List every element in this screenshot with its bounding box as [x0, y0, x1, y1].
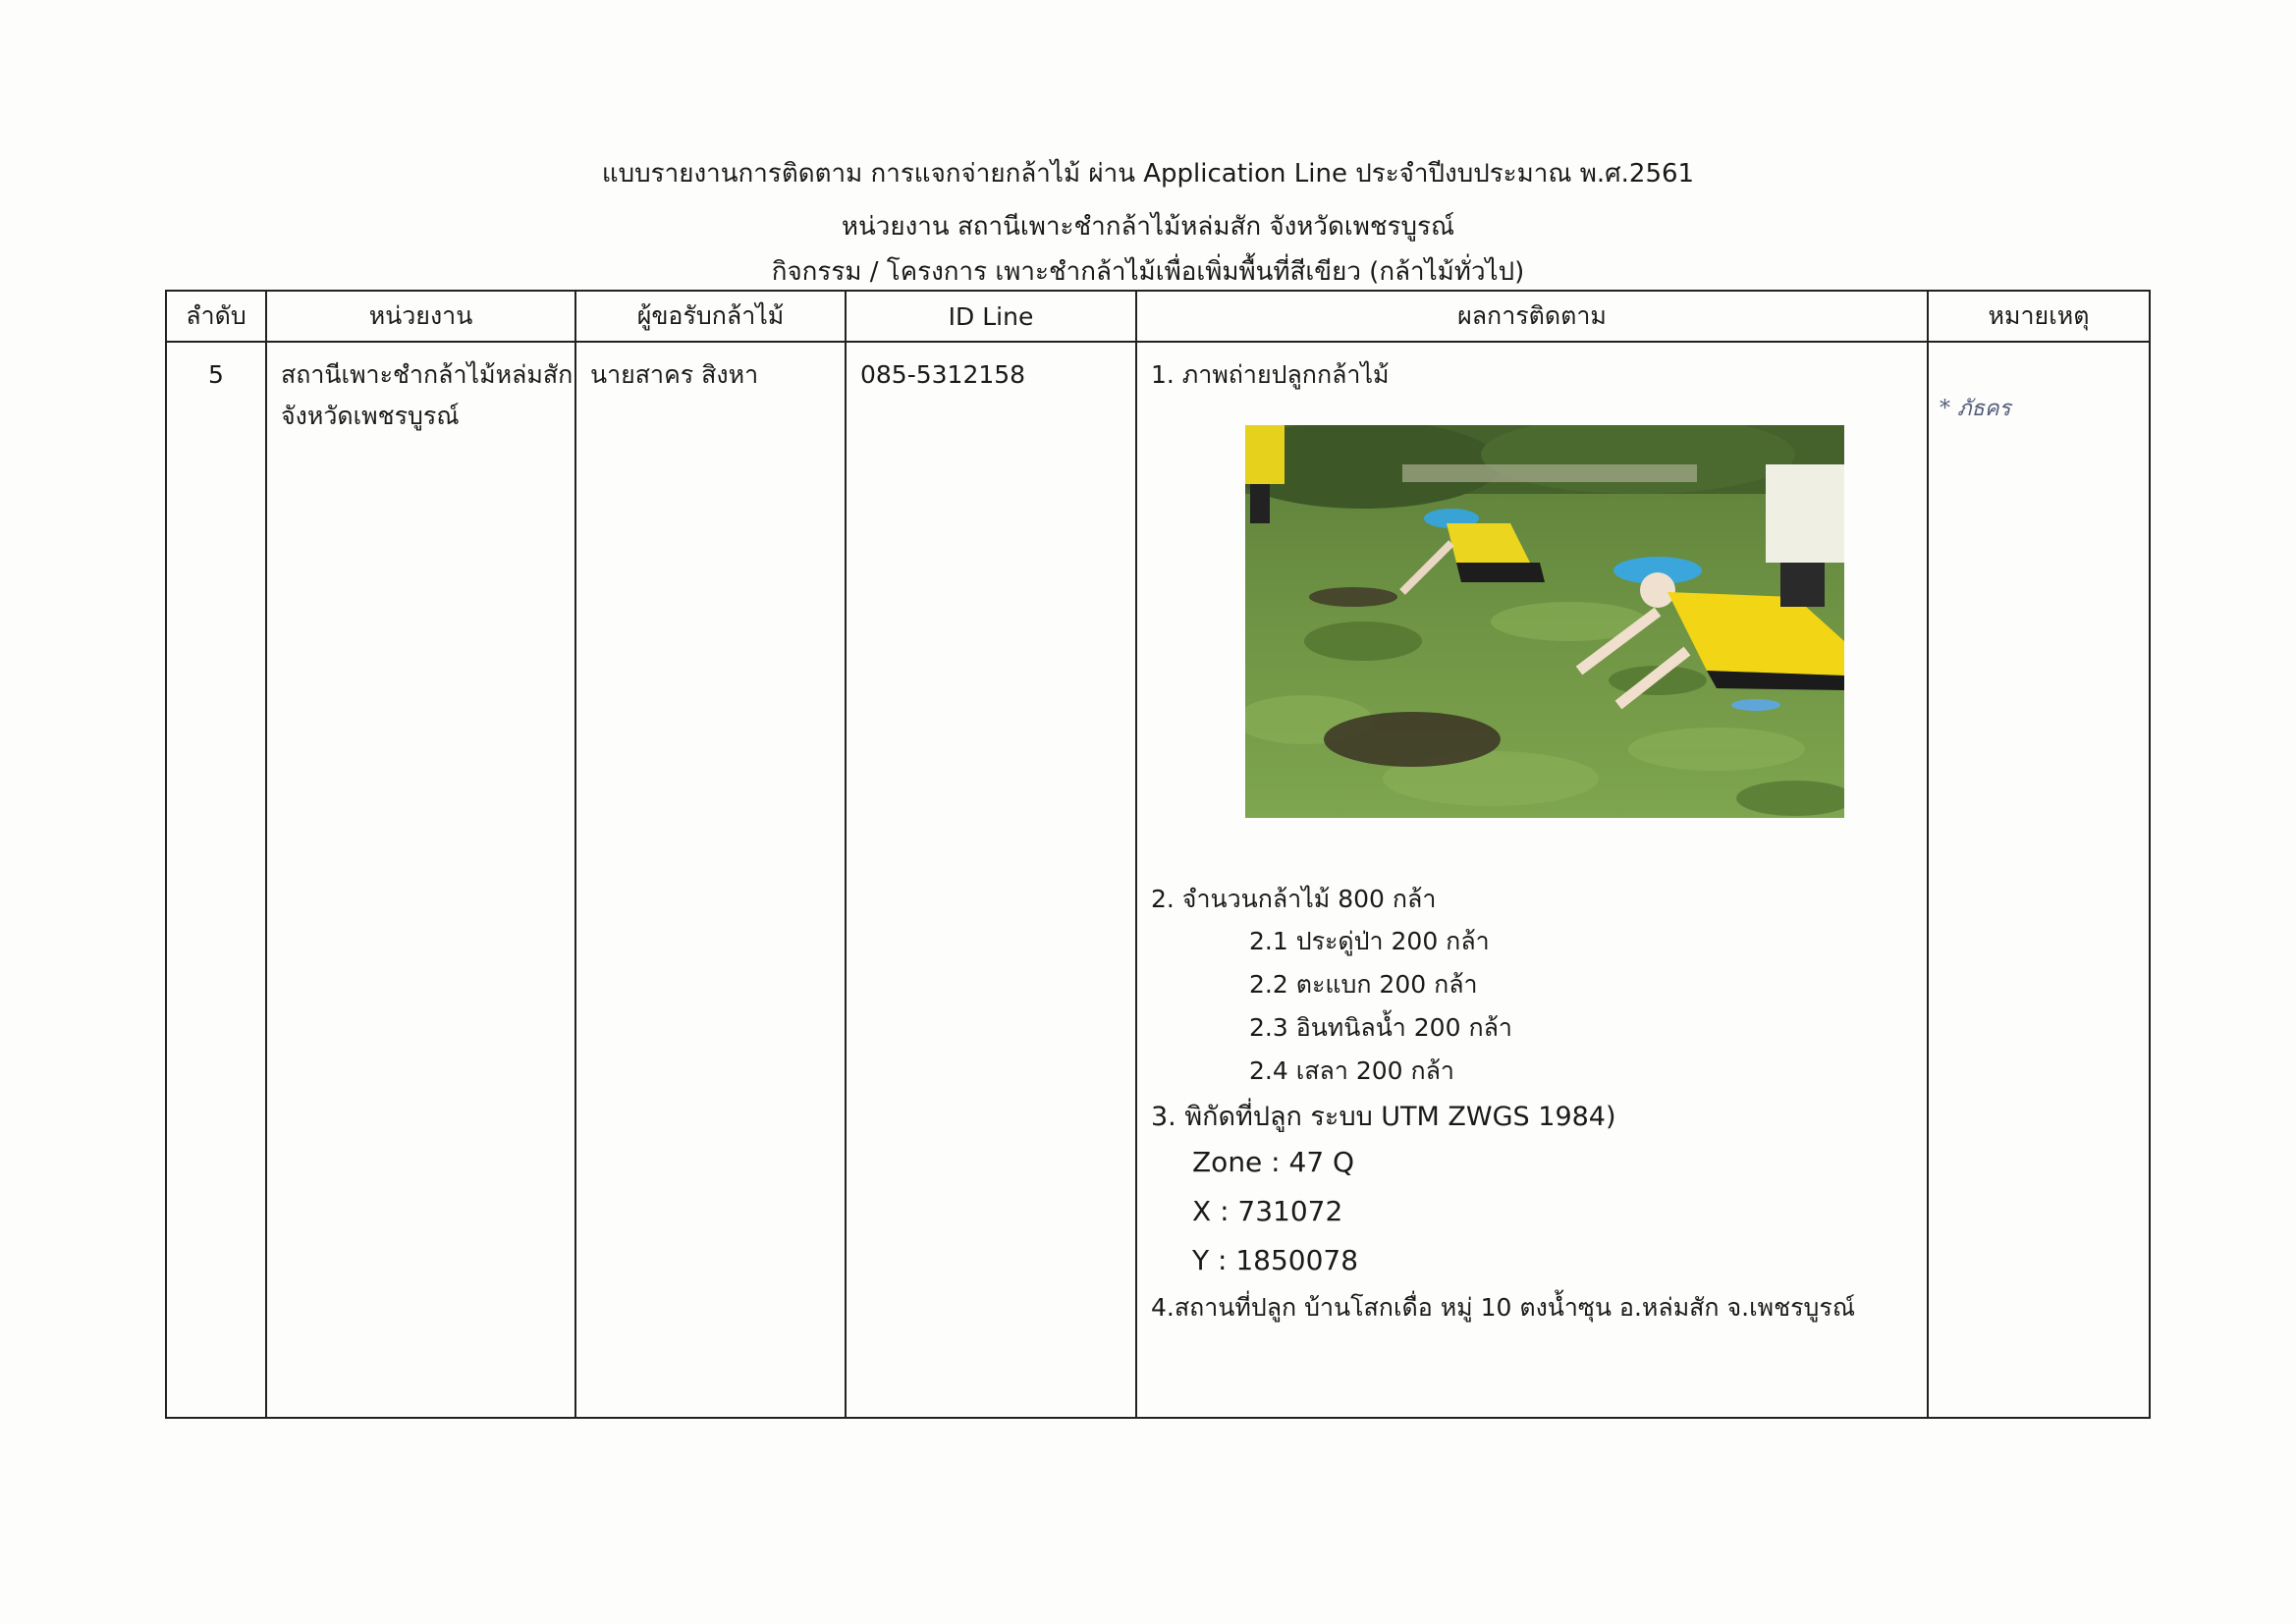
species-item: 2.2 ตะแบก 200 กล้า — [1249, 970, 1478, 999]
planting-location: 4.สถานที่ปลูก บ้านโสกเดื่อ หมู่ 10 ตงน้ำซุน อ.หล่มสัก จ.เพชรบูรณ์ — [1151, 1293, 1856, 1322]
photo-heading: 1. ภาพถ่ายปลูกกล้าไม้ — [1151, 360, 1390, 389]
table-header-row — [166, 291, 2150, 342]
agency-line-2: จังหวัดเพชรบูรณ์ — [281, 402, 460, 430]
coordinate-x: X : 731072 — [1192, 1195, 1343, 1227]
cell-id-line: 085-5312158 — [846, 342, 1136, 1418]
col-header-requester: ผู้ขอรับกล้าไม้ — [575, 291, 846, 342]
agency-line-1: สถานีเพาะชำกล้าไม้หล่มสัก — [281, 360, 574, 389]
col-header-id-line: ID Line — [846, 291, 1136, 342]
col-header-no: ลำดับ — [166, 291, 266, 342]
remark-handwriting: * ภัธคร — [1940, 397, 2011, 421]
coordinate-zone: Zone : 47 Q — [1192, 1146, 1355, 1178]
report-unit: หน่วยงาน สถานีเพาะชำกล้าไม้หล่มสัก จังหวัดเพชรบูรณ์ — [841, 212, 1455, 242]
coordinate-y: Y : 1850078 — [1192, 1244, 1359, 1276]
species-item: 2.3 อินทนิลน้ำ 200 กล้า — [1249, 1013, 1512, 1042]
report-table — [165, 290, 2151, 1419]
planting-photo-image — [1245, 425, 1844, 818]
species-item: 2.4 เสลา 200 กล้า — [1249, 1056, 1454, 1085]
report-activity: กิจกรรม / โครงการ เพาะชำกล้าไม้เพื่อเพิ่มพื้นที่สีเขียว (กล้าไม้ทั่วไป) — [771, 257, 1525, 287]
col-header-remark: หมายเหตุ — [1928, 291, 2150, 342]
species-item: 2.1 ประดู่ป่า 200 กล้า — [1249, 927, 1490, 955]
col-header-result: ผลการติดตาม — [1136, 291, 1928, 342]
cell-requester: นายสาคร สิงหา — [575, 342, 846, 1418]
cell-result — [1136, 342, 1928, 1418]
table-row — [166, 342, 2150, 1418]
cell-no: 5 — [166, 342, 266, 1418]
planting-photo — [1245, 425, 1844, 818]
coordinate-heading: 3. พิกัดที่ปลูก ระบบ UTM ZWGS 1984) — [1151, 1102, 1616, 1132]
cell-agency — [266, 342, 575, 1418]
report-title: แบบรายงานการติดตาม การแจกจ่ายกล้าไม้ ผ่าน Application Line ประจำปีงบประมาณ พ.ศ.2561 — [601, 159, 1695, 189]
col-header-agency: หน่วยงาน — [266, 291, 575, 342]
cell-remark — [1928, 342, 2150, 1418]
seedling-count: 2. จำนวนกล้าไม้ 800 กล้า — [1151, 885, 1437, 913]
